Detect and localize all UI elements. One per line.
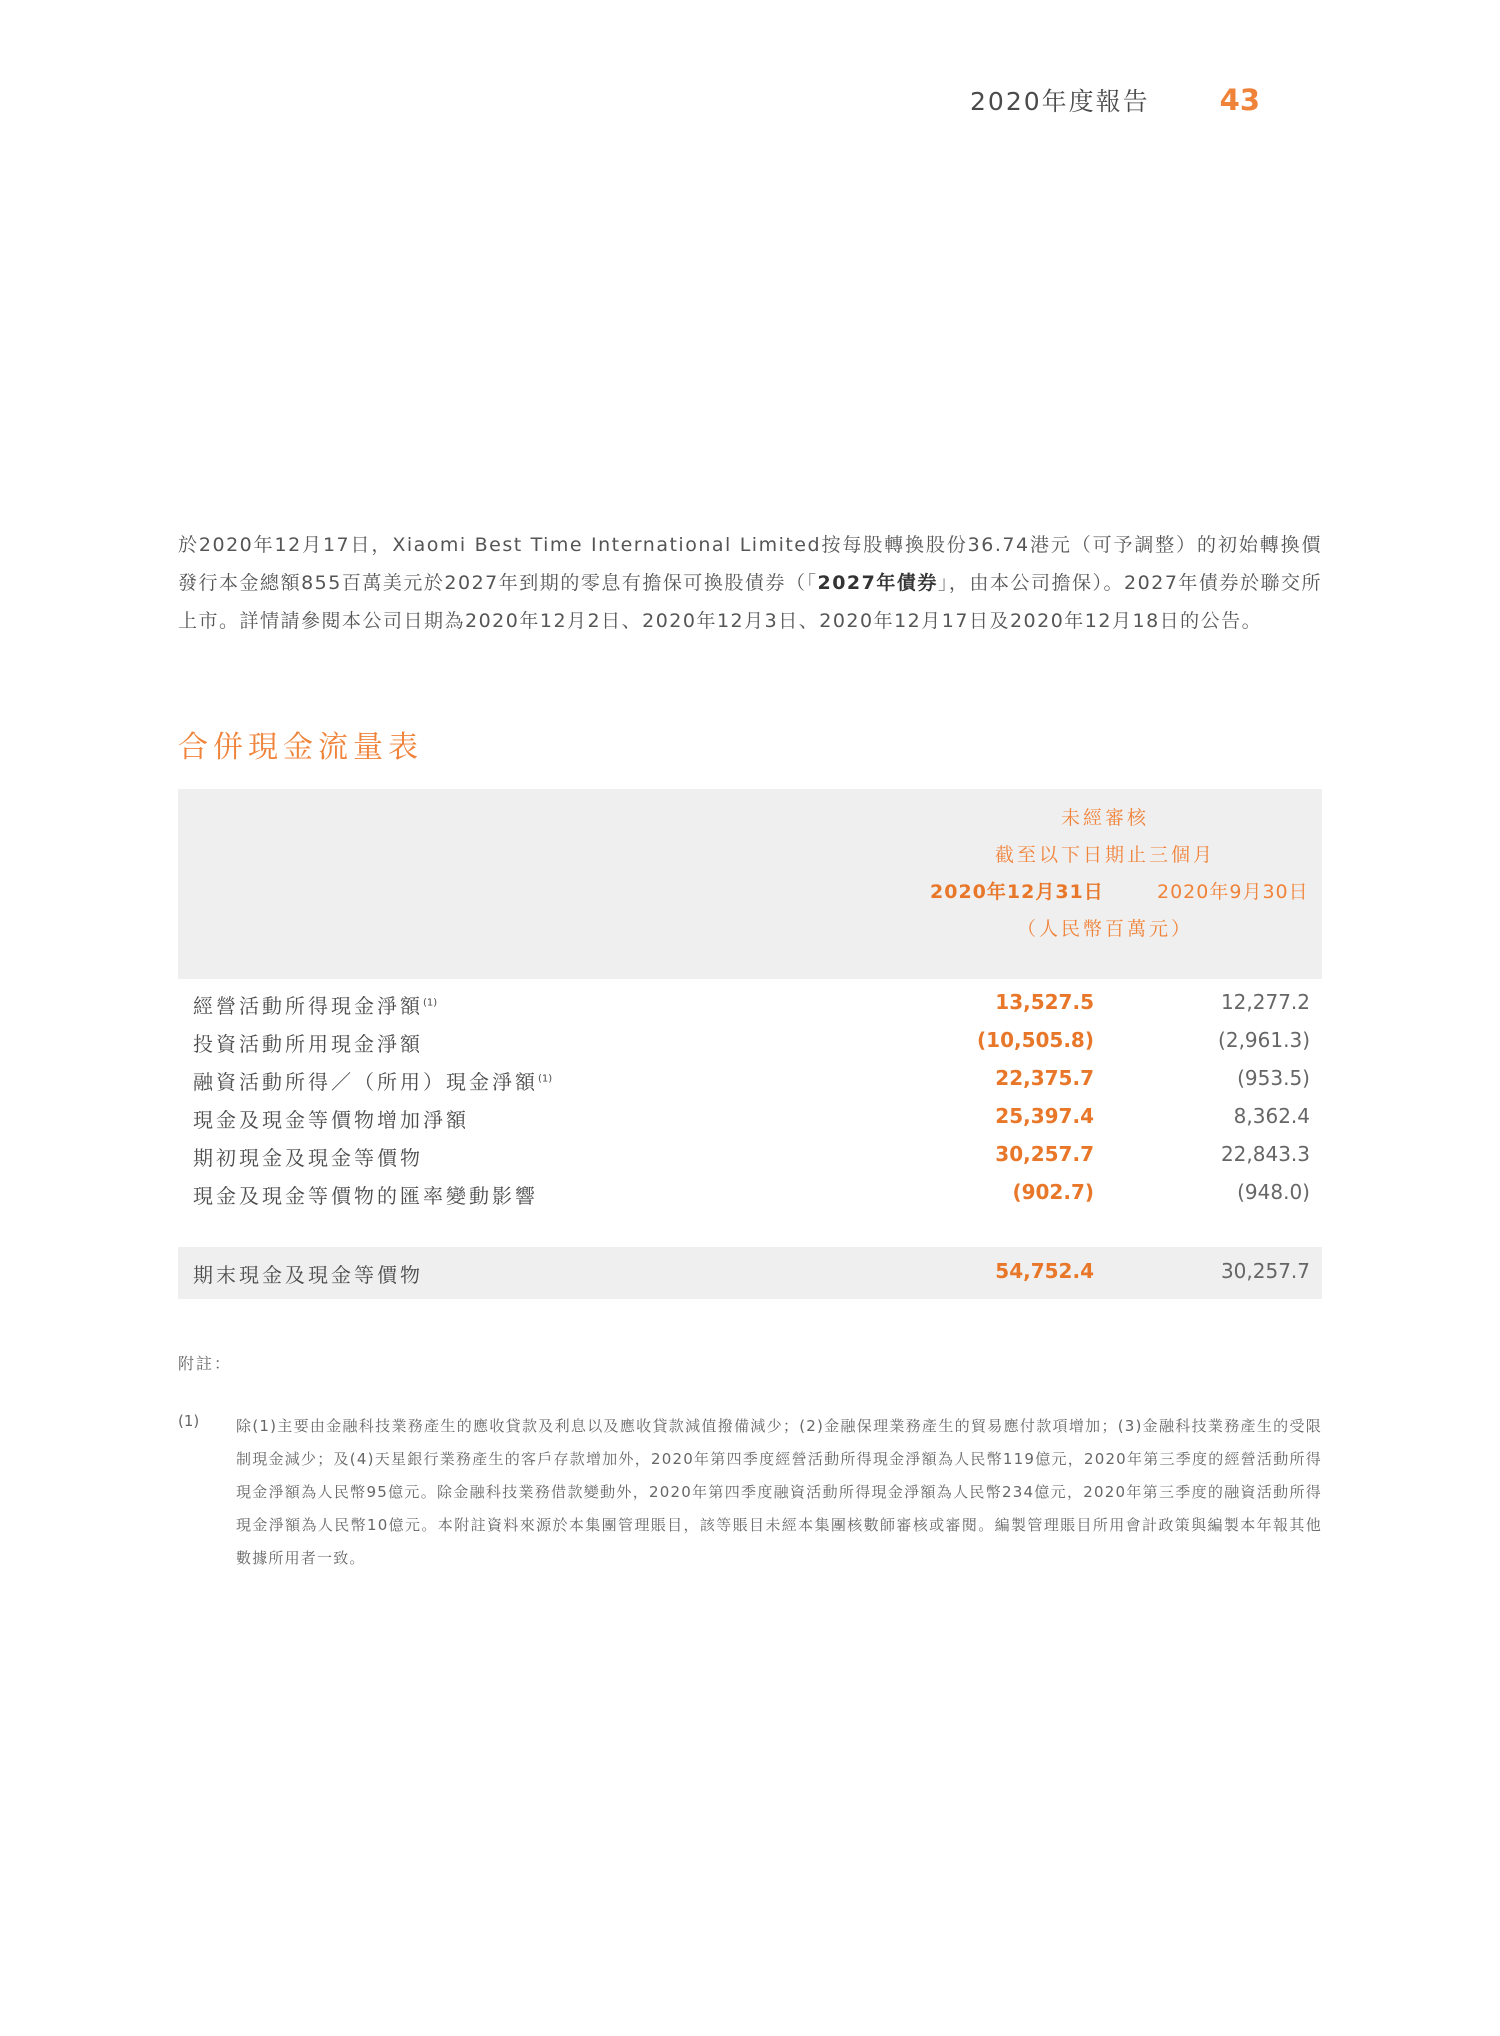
intro-text-2: 」，由本公司擔保）。2027年債券於聯交所上市。詳情請參閱本公司日期為2020年12月2日、2020年12月3日、2020年12月17日及2020年12月18日的公告。 [178,572,1322,632]
value-current: (10,505.8) [977,1028,1094,1052]
table-total-row [178,1247,1322,1299]
table-row [178,1060,1322,1098]
row-label: 期末現金及現金等價物 [193,1263,423,1287]
row-label: 期初現金及現金等價物 [193,1146,423,1170]
row-label: 投資活動所用現金淨額 [193,1032,423,1056]
value-current: 30,257.7 [995,1142,1094,1166]
footnote-ref: (1) [538,1073,553,1085]
value-current: 13,527.5 [995,990,1094,1014]
footnote-ref: (1) [423,997,438,1009]
intro-paragraph [178,526,1322,640]
intro-bold-term: 2027年債券 [817,572,938,594]
header-unit: （人民幣百萬元） [1016,918,1193,940]
column-header-previous: 2020年9月30日 [1157,881,1309,903]
table-row [178,1136,1322,1174]
value-previous: (2,961.3) [1218,1028,1310,1052]
value-current: (902.7) [1012,1180,1094,1204]
note-number: (1) [178,1412,200,1430]
value-current: 22,375.7 [995,1066,1094,1090]
table-row [178,1098,1322,1136]
value-current: 54,752.4 [995,1259,1094,1283]
value-current: 25,397.4 [995,1104,1094,1128]
value-previous: 8,362.4 [1233,1104,1310,1128]
page-header [970,82,1260,118]
section-title: 合併現金流量表 [178,730,423,765]
value-previous: (948.0) [1237,1180,1310,1204]
table-row [178,984,1322,1022]
header-unaudited: 未經審核 [1060,807,1149,829]
table-row [178,1022,1322,1060]
note-text: 除(1)主要由金融科技業務產生的應收貸款及利息以及應收貸款減值撥備減少；(2)金融保理業務產生的貿易應付款項增加；(3)金融科技業務產生的受限制現金減少；及(4)天星銀行業務產生的客戶存款增加外，2020年第四季度經營活動所得現金淨額為人民幣119億元，2020年第三季度的經營活動所得現金淨額為人民幣95億元。除金融科技業務借款變動外，2020年第四季度融資活動所得現金淨額為人民幣234億元，2020年第三季度的融資活動所得現金淨額為人民幣10億元。本附註資料來源於本集團管理賬目，該等賬目未經本集團核數師審核或審閱。編製管理賬目所用會計政策與編製本年報其他數據所用者一致。 [236,1417,1322,1567]
value-previous: 30,257.7 [1220,1259,1310,1283]
value-previous: 22,843.3 [1220,1142,1310,1166]
page-number: 43 [1219,83,1260,117]
notes-label: 附註： [178,1354,233,1373]
report-title: 2020年度報告 [970,87,1150,116]
header-period: 截至以下日期止三個月 [994,844,1215,866]
row-label: 現金及現金等價物的匯率變動影響 [193,1184,538,1208]
value-previous: (953.5) [1237,1066,1310,1090]
row-label: 融資活動所得／（所用）現金淨額$^{(1)}$ [193,1070,553,1094]
row-label: 經營活動所得現金淨額$^{(1)}$ [193,994,438,1018]
column-header-current: 2020年12月31日 [930,881,1104,903]
row-label: 現金及現金等價物增加淨額 [193,1108,469,1132]
value-previous: 12,277.2 [1220,990,1310,1014]
intro-text-1: 於2020年12月17日，Xiaomi Best Time International Limited按每股轉換股份36.74港元（可予調整）的初始轉換價發行本金總額855百萬美元於2027年到期的零息有擔保可換股債券（「 [178,534,1322,594]
table-row [178,1174,1322,1212]
